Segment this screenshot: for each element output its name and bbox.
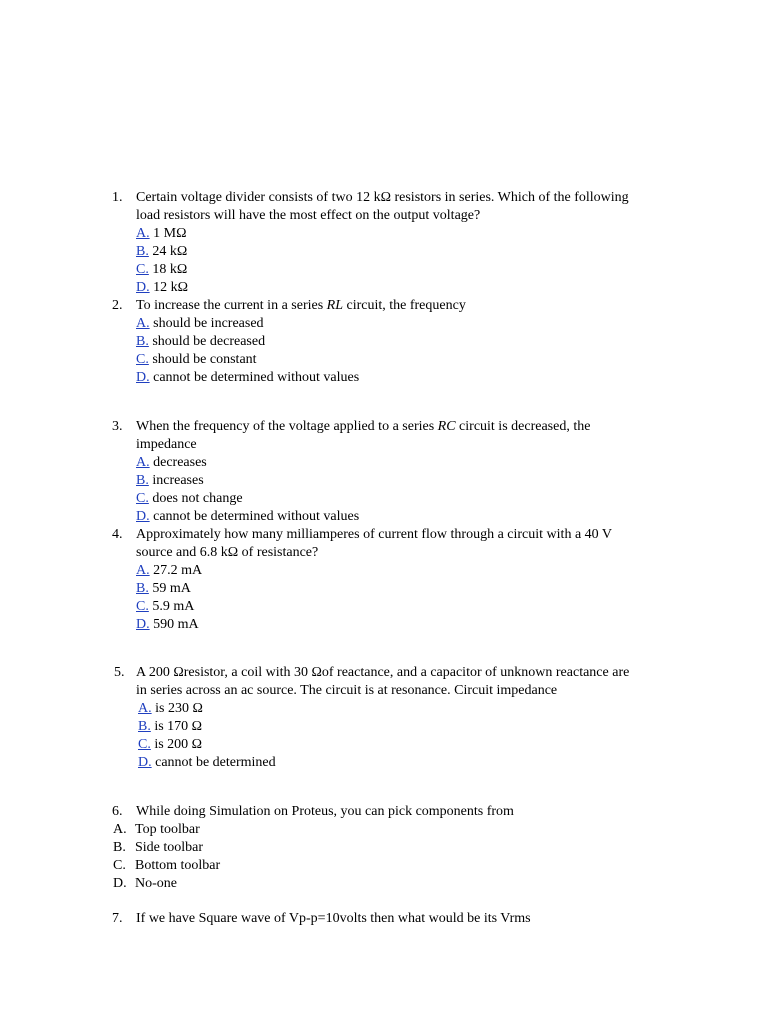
option-b[interactable]: [136, 580, 676, 598]
option-letter-link[interactable]: C.: [136, 262, 149, 277]
option-letter-link[interactable]: C.: [136, 352, 149, 367]
option-letter: B.: [113, 840, 126, 855]
question-line: in series across an ac source. The circuit is at resonance. Circuit impedance: [136, 683, 558, 698]
option-d[interactable]: [136, 279, 676, 297]
option-d[interactable]: [136, 369, 676, 387]
option-text: 590 mA: [153, 617, 199, 632]
option-d[interactable]: [136, 508, 676, 526]
option-letter-link[interactable]: C.: [136, 599, 149, 614]
question-line: If we have Square wave of Vp-p=10volts then what would be its Vrms: [136, 911, 531, 926]
option-text: Side toolbar: [135, 840, 204, 855]
option-text: is 200 Ω: [154, 737, 203, 752]
option-c[interactable]: [136, 736, 676, 754]
option-letter-link[interactable]: D.: [136, 280, 150, 295]
question-number: 7.: [112, 911, 123, 926]
option-letter-link[interactable]: D.: [136, 370, 150, 385]
option-letter-link[interactable]: A.: [136, 316, 150, 331]
question-text: [136, 910, 676, 928]
option-letter-link[interactable]: D.: [136, 617, 150, 632]
question-text: [136, 664, 676, 772]
option-text: cannot be determined: [155, 755, 276, 770]
option-text: 18 kΩ: [152, 262, 188, 277]
option-text: decreases: [153, 455, 207, 470]
option-a[interactable]: [136, 225, 676, 243]
option-text: Bottom toolbar: [135, 858, 221, 873]
question-line: load resistors will have the most effect on the output voltage?: [136, 208, 481, 223]
option-letter: C.: [113, 858, 126, 873]
option-b[interactable]: [136, 243, 676, 261]
option-text: should be decreased: [152, 334, 266, 349]
question-number: 3.: [112, 419, 123, 434]
question-number: 1.: [112, 190, 123, 205]
question-line: To increase the current in a series RL circuit, the frequency: [136, 298, 466, 313]
question-text: [136, 526, 676, 634]
option-c[interactable]: [136, 490, 676, 508]
option-d: [113, 875, 177, 893]
question-number: 4.: [112, 527, 123, 542]
question-number: 2.: [112, 298, 123, 313]
question-text: [136, 297, 676, 387]
option-c[interactable]: [136, 261, 676, 279]
option-text: No-one: [135, 876, 177, 891]
question-line: Approximately how many milliamperes of current flow through a circuit with a 40 V: [136, 527, 613, 542]
option-letter-link[interactable]: B.: [138, 719, 151, 734]
option-text: should be increased: [153, 316, 264, 331]
option-a: [113, 821, 200, 839]
option-letter-link[interactable]: D.: [136, 509, 150, 524]
option-letter-link[interactable]: B.: [136, 473, 149, 488]
question-line: Certain voltage divider consists of two 12 kΩ resistors in series. Which of the following: [136, 190, 629, 205]
option-letter-link[interactable]: B.: [136, 334, 149, 349]
question-text: [136, 418, 676, 526]
option-letter-link[interactable]: C.: [138, 737, 151, 752]
option-letter-link[interactable]: A.: [136, 563, 150, 578]
option-b[interactable]: [136, 333, 676, 351]
option-text: Top toolbar: [135, 822, 200, 837]
option-letter-link[interactable]: A.: [138, 701, 152, 716]
option-text: cannot be determined without values: [153, 509, 360, 524]
option-letter-link[interactable]: A.: [136, 455, 150, 470]
option-letter: A.: [113, 822, 127, 837]
option-text: cannot be determined without values: [153, 370, 360, 385]
question-number: 5.: [114, 665, 125, 680]
option-text: 12 kΩ: [153, 280, 189, 295]
question-text: [136, 189, 676, 297]
option-b: [113, 839, 203, 857]
option-c: [113, 857, 220, 875]
option-text: does not change: [152, 491, 243, 506]
option-letter: D.: [113, 876, 127, 891]
option-text: increases: [152, 473, 204, 488]
question-line: When the frequency of the voltage applied to a series RC circuit is decreased, the: [136, 419, 591, 434]
option-letter-link[interactable]: B.: [136, 244, 149, 259]
question-number: 6.: [112, 804, 123, 819]
option-text: is 170 Ω: [154, 719, 203, 734]
option-letter-link[interactable]: A.: [136, 226, 150, 241]
option-text: is 230 Ω: [155, 701, 203, 716]
option-a[interactable]: [136, 315, 676, 333]
option-d[interactable]: [136, 754, 676, 772]
question-line: source and 6.8 kΩ of resistance?: [136, 545, 319, 560]
option-a[interactable]: [136, 700, 676, 718]
option-a[interactable]: [136, 454, 676, 472]
option-text: 59 mA: [152, 581, 191, 596]
option-text: 1 MΩ: [153, 226, 187, 241]
question-line: impedance: [136, 437, 197, 452]
option-text: 27.2 mA: [153, 563, 203, 578]
option-text: 5.9 mA: [152, 599, 195, 614]
option-letter-link[interactable]: C.: [136, 491, 149, 506]
option-d[interactable]: [136, 616, 676, 634]
option-a[interactable]: [136, 562, 676, 580]
question-line: A 200 Ωresistor, a coil with 30 Ωof reactance, and a capacitor of unknown reactance are: [136, 665, 630, 680]
question-text: [136, 803, 676, 821]
option-letter-link[interactable]: D.: [138, 755, 152, 770]
option-b[interactable]: [136, 472, 676, 490]
option-c[interactable]: [136, 598, 676, 616]
option-letter-link[interactable]: B.: [136, 581, 149, 596]
option-text: should be constant: [152, 352, 257, 367]
question-line: While doing Simulation on Proteus, you can pick components from: [136, 804, 514, 819]
option-c[interactable]: [136, 351, 676, 369]
option-text: 24 kΩ: [152, 244, 188, 259]
option-b[interactable]: [136, 718, 676, 736]
